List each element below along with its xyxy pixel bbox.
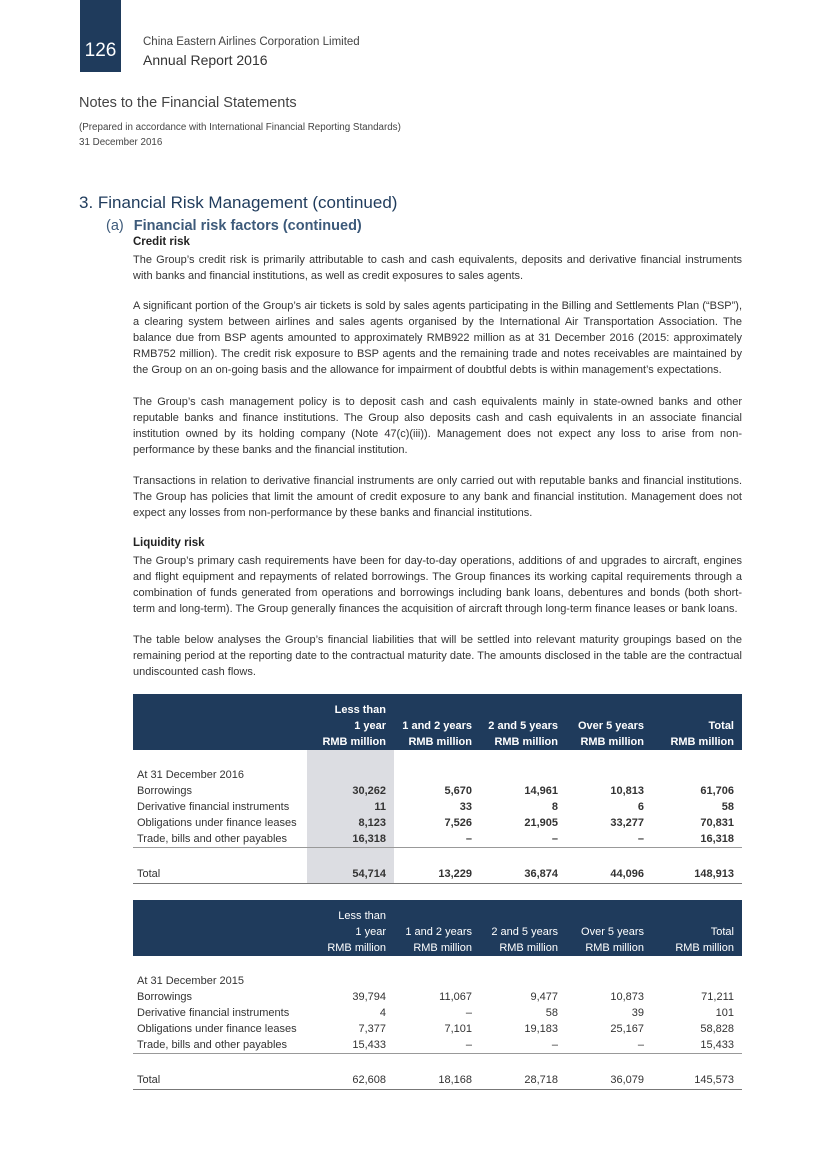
- cell: 62,608: [307, 1071, 394, 1090]
- header-unit: RMB million: [408, 736, 472, 748]
- paragraph: A significant portion of the Group’s air tickets is sold by sales agents participating in the Billing and Settlements Plan (“BSP”), a clearing system between airlines and sales agents organised by the International Air Transportation Association. The balance due from BSP agents amounted to approximately RMB922 million as at 31 December 2016 (2015: approximately RMB752 million). The credit risk exposure to BSP agents and the remaining trade and notes receivables are maintained by the Group on an on-going basis and the allowance for impairment of doubtful debts is within management’s expectations.: [133, 300, 742, 376]
- cell: 58: [545, 1007, 558, 1019]
- cell: 6: [637, 801, 644, 813]
- cell: 4: [379, 1007, 386, 1019]
- paragraph: The Group’s primary cash requirements have been for day-to-day operations, additions of and upgrades to aircraft, engines and flight equipment and repayments of related borrowings. The Group finances its working capital requirements through a combination of funds generated from operations and borrowings including bank loans, debentures and bonds (both short-term and long-term). The Group generally finances the acquisition of aircraft through long-term finance leases or bank loans.: [133, 555, 742, 615]
- cell: –: [465, 833, 472, 845]
- subsection-letter: (a): [106, 218, 124, 234]
- header-col-2: 1 and 2 years: [405, 926, 472, 938]
- period-label: At 31 December 2015: [137, 975, 245, 987]
- table-row: [133, 815, 742, 831]
- cell: –: [551, 1039, 558, 1051]
- header-unit: RMB million: [670, 736, 734, 748]
- credit-risk-heading: Credit risk: [133, 236, 190, 248]
- total-label: Total: [133, 865, 307, 884]
- maturity-table-2016: [133, 694, 742, 884]
- header-unit: RMB million: [494, 736, 558, 748]
- header-unit: RMB million: [322, 736, 386, 748]
- row-label: Derivative financial instruments: [137, 801, 290, 813]
- statement-date: 31 December 2016: [79, 137, 163, 148]
- cell: 30,262: [307, 783, 394, 799]
- cell: –: [465, 1007, 472, 1019]
- table-row: [133, 783, 742, 799]
- header-col-1: 1 year: [355, 926, 386, 938]
- table-row: [133, 831, 742, 848]
- maturity-table-2015: [133, 900, 742, 1090]
- cell: –: [551, 833, 558, 845]
- cell: 7,101: [444, 1023, 472, 1035]
- cell: 16,318: [700, 833, 734, 845]
- header-col-3: 2 and 5 years: [488, 720, 558, 732]
- cell: 10,813: [610, 785, 644, 797]
- table-row: [133, 989, 742, 1005]
- cell: 21,905: [524, 817, 558, 829]
- liquidity-risk-heading: Liquidity risk: [133, 537, 205, 549]
- table-row: [133, 973, 742, 989]
- prepared-note: (Prepared in accordance with International Financial Reporting Standards): [79, 122, 401, 133]
- table-row: [133, 767, 742, 783]
- header-col-4: Over 5 years: [577, 720, 644, 732]
- paragraph: The Group’s credit risk is primarily attributable to cash and cash equivalents, deposits and derivative financial instruments with banks and financial institutions, as well as credit exposures to sales agents.: [133, 254, 742, 282]
- cell: 9,477: [530, 991, 558, 1003]
- cell: 101: [715, 1007, 734, 1019]
- table-row: [133, 1021, 742, 1037]
- cell: 36,079: [566, 1071, 652, 1090]
- cell: 58: [721, 801, 734, 813]
- cell: 19,183: [524, 1023, 558, 1035]
- cell: 7,377: [358, 1023, 386, 1035]
- table-row: [133, 799, 742, 815]
- header-col-1: 1 year: [354, 720, 386, 732]
- cell: 33,277: [610, 817, 644, 829]
- header-unit: RMB million: [675, 942, 734, 954]
- cell: 13,229: [394, 865, 480, 884]
- report-title: Annual Report 2016: [143, 52, 268, 68]
- paragraph: The Group’s cash management policy is to deposit cash and cash equivalents mainly in state-owned banks and other reputable banks and finance institutions. The Group also deposits cash and cash equivalents in an associate financial institution owned by its holding company (Note 47(c)(iii)). Management does not expect any loss to arise from non-performance by these banks and the financial institution.: [133, 396, 742, 456]
- cell: 14,961: [524, 785, 558, 797]
- cell: –: [637, 833, 644, 845]
- cell: 8,123: [307, 815, 394, 831]
- cell: 58,828: [700, 1023, 734, 1035]
- cell: 11: [307, 799, 394, 815]
- row-label: Trade, bills and other payables: [137, 833, 288, 845]
- cell: 39: [631, 1007, 644, 1019]
- row-label: Obligations under finance leases: [137, 1023, 297, 1035]
- cell: 7,526: [444, 817, 472, 829]
- row-label: Derivative financial instruments: [137, 1007, 290, 1019]
- table-row: [133, 1037, 742, 1054]
- cell: 15,433: [700, 1039, 734, 1051]
- row-label: Trade, bills and other payables: [137, 1039, 288, 1051]
- cell: 11,067: [439, 991, 472, 1003]
- header-col-2: 1 and 2 years: [402, 720, 472, 732]
- table-header: [133, 694, 742, 750]
- total-row: [133, 865, 742, 884]
- header-unit: RMB million: [499, 942, 558, 954]
- row-label: Obligations under finance leases: [137, 817, 297, 829]
- cell: 5,670: [444, 785, 472, 797]
- cell: 8: [551, 801, 558, 813]
- cell: –: [465, 1039, 472, 1051]
- cell: 10,873: [610, 991, 644, 1003]
- paragraph: Transactions in relation to derivative financial instruments are only carried out with reputable banks and financial institutions. The Group has policies that limit the amount of credit exposure to any bank and financial institution. Management does not expect any losses from non-performance by these banks and financial institutions.: [133, 475, 742, 519]
- header-unit: RMB million: [413, 942, 472, 954]
- header-col-4: Over 5 years: [581, 926, 644, 938]
- cell: 33: [459, 801, 472, 813]
- section-title: 3. Financial Risk Management (continued): [79, 193, 398, 212]
- cell: –: [637, 1039, 644, 1051]
- row-label: Borrowings: [137, 785, 193, 797]
- header-less-than: Less than: [334, 704, 386, 716]
- page-number: 126: [84, 40, 117, 61]
- cell: 36,874: [480, 865, 566, 884]
- row-label: Borrowings: [137, 991, 193, 1003]
- total-row: [133, 1071, 742, 1090]
- cell: 145,573: [652, 1071, 742, 1090]
- cell: 15,433: [352, 1039, 386, 1051]
- subsection-title: [106, 218, 362, 234]
- cell: 44,096: [566, 865, 652, 884]
- notes-title: Notes to the Financial Statements: [79, 95, 297, 111]
- header-unit: RMB million: [580, 736, 644, 748]
- cell: 61,706: [700, 785, 734, 797]
- table-row: [133, 1005, 742, 1021]
- cell: 18,168: [394, 1071, 480, 1090]
- header-unit: RMB million: [585, 942, 644, 954]
- cell: 54,714: [307, 865, 394, 884]
- cell: 71,211: [701, 991, 734, 1003]
- header-col-5: Total: [708, 720, 734, 732]
- header-col-3: 2 and 5 years: [491, 926, 558, 938]
- total-label: Total: [133, 1071, 307, 1090]
- company-name: China Eastern Airlines Corporation Limited: [143, 36, 360, 48]
- cell: 28,718: [480, 1071, 566, 1090]
- cell: 16,318: [307, 831, 394, 848]
- header-col-5: Total: [710, 926, 734, 938]
- period-label: At 31 December 2016: [137, 769, 245, 781]
- cell: 25,167: [610, 1023, 644, 1035]
- cell: 148,913: [652, 865, 742, 884]
- cell: 70,831: [700, 817, 734, 829]
- subsection-text: Financial risk factors (continued): [133, 218, 362, 234]
- header-less-than: Less than: [338, 910, 386, 922]
- cell: 39,794: [352, 991, 386, 1003]
- table-header: [133, 900, 742, 956]
- paragraph: The table below analyses the Group’s financial liabilities that will be settled into relevant maturity groupings based on the remaining period at the reporting date to the contractual maturity date. The amounts disclosed in the table are the contractual undiscounted cash flows.: [133, 634, 742, 678]
- header-unit: RMB million: [327, 942, 386, 954]
